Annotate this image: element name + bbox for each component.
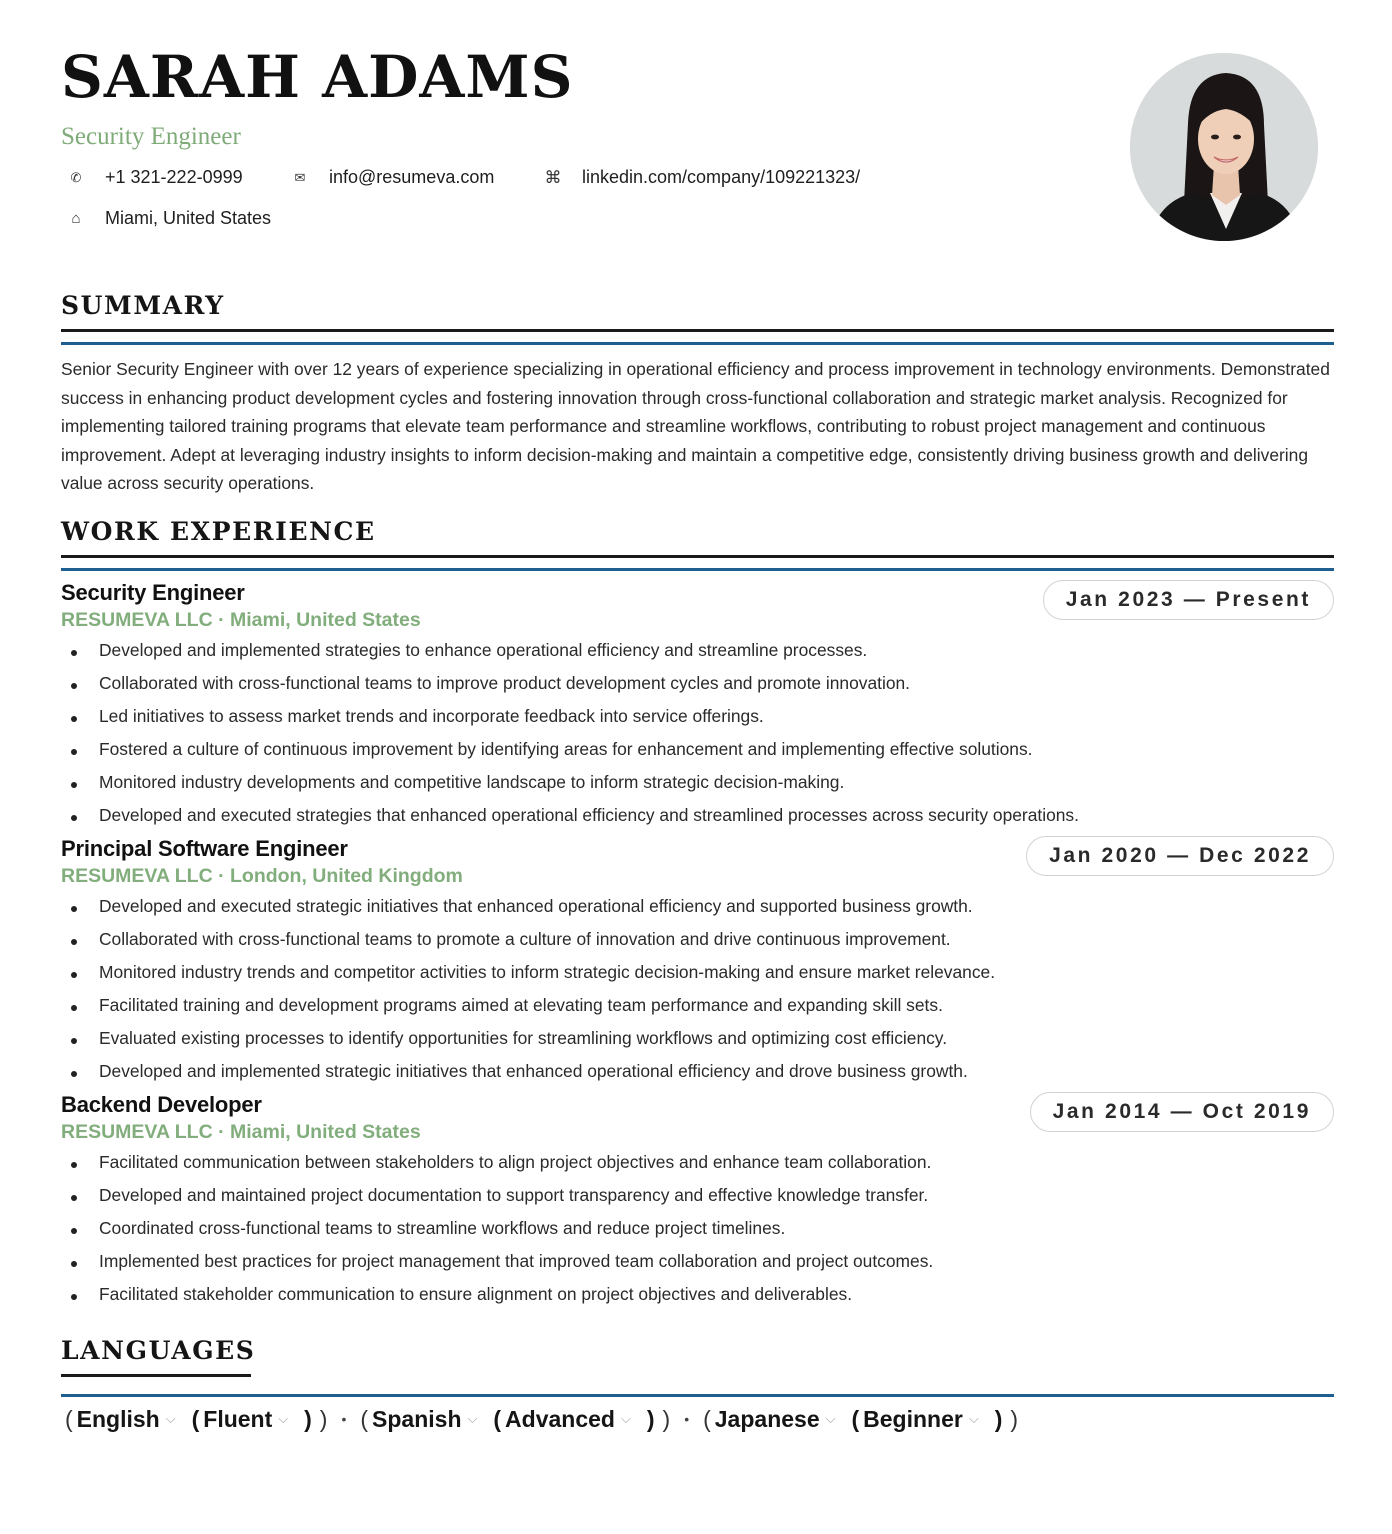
paren-open: ( <box>360 1405 369 1432</box>
chevron-down-icon[interactable]: ⌵ <box>165 1411 176 1426</box>
contact-phone <box>61 167 243 188</box>
section-divider-accent <box>61 1394 1334 1397</box>
job-title: Security Engineer <box>61 580 245 605</box>
job-company: RESUMEVA LLC · London, United Kingdom <box>61 865 463 887</box>
list-item: Facilitated training and development programs aimed at elevating team performance and expanding skill sets. <box>61 989 995 1022</box>
contact-linkedin[interactable] <box>538 167 860 188</box>
paren-open: ( <box>65 1405 73 1432</box>
job-dates-badge: Jan 2014 — Oct 2019 <box>1030 1092 1334 1132</box>
job-bullets <box>61 634 1079 832</box>
list-item: Implemented best practices for project management that improved team collaboration and project outcomes. <box>61 1245 933 1278</box>
paren-close: ) <box>1010 1405 1019 1432</box>
section-divider <box>61 555 1334 558</box>
paren-open: ( <box>851 1405 860 1432</box>
list-item: Coordinated cross-functional teams to streamline workflows and reduce project timelines. <box>61 1212 933 1245</box>
language-level[interactable]: Advanced <box>505 1405 615 1432</box>
paren-open: ( <box>493 1405 502 1432</box>
paren-close: ) <box>646 1405 655 1432</box>
job-dates-badge: Jan 2020 — Dec 2022 <box>1026 836 1334 876</box>
avatar-portrait <box>1130 53 1318 241</box>
chevron-down-icon[interactable]: ⌵ <box>968 1411 979 1426</box>
list-item: Fostered a culture of continuous improvement by identifying areas for enhancement and implementing effective solutions. <box>61 733 1079 766</box>
language-name[interactable]: English <box>76 1405 160 1432</box>
home-icon: ⌂ <box>71 210 81 227</box>
section-divider <box>61 1374 251 1377</box>
location-text: Miami, United States <box>105 208 272 228</box>
paren-close: ) <box>994 1405 1003 1432</box>
list-item: Developed and implemented strategies to enhance operational efficiency and streamline processes. <box>61 634 1079 667</box>
language-name[interactable]: Spanish <box>372 1405 462 1432</box>
phone-text: +1 321-222-0999 <box>105 167 243 187</box>
chevron-down-icon[interactable]: ⌵ <box>278 1411 289 1426</box>
language-level[interactable]: Fluent <box>203 1405 273 1432</box>
list-item: Developed and implemented strategic initiatives that enhanced operational efficiency and drove business growth. <box>61 1055 995 1088</box>
list-item: Collaborated with cross-functional teams to improve product development cycles and promote innovation. <box>61 667 1079 700</box>
linkedin-text[interactable]: linkedin.com/company/109221323/ <box>582 167 861 187</box>
contact-email[interactable] <box>285 167 494 188</box>
list-item: Monitored industry developments and competitive landscape to inform strategic decision-making. <box>61 766 1079 799</box>
list-item: Evaluated existing processes to identify opportunities for streamlining workflows and optimizing cost efficiency. <box>61 1022 995 1055</box>
candidate-role: Security Engineer <box>61 123 241 150</box>
separator-dot: • <box>684 1411 690 1427</box>
languages-list <box>61 1403 1022 1435</box>
job-company: RESUMEVA LLC · Miami, United States <box>61 1121 421 1143</box>
candidate-name: SARAH ADAMS <box>61 43 574 111</box>
job-title: Backend Developer <box>61 1092 262 1117</box>
separator-dot: • <box>341 1411 347 1427</box>
phone-icon: ✆ <box>70 169 82 185</box>
job-title: Principal Software Engineer <box>61 836 348 861</box>
paren-close: ) <box>319 1405 328 1432</box>
job-company: RESUMEVA LLC · Miami, United States <box>61 609 421 631</box>
list-item: Developed and executed strategic initiatives that enhanced operational efficiency and supported business growth. <box>61 890 995 923</box>
section-title-languages: LANGUAGES <box>61 1336 256 1365</box>
paren-open: ( <box>703 1405 711 1432</box>
section-divider <box>61 329 1334 332</box>
paren-close: ) <box>662 1405 671 1432</box>
section-divider-accent <box>61 568 1334 571</box>
paren-close: ) <box>304 1405 312 1432</box>
list-item: Monitored industry trends and competitor activities to inform strategic decision-making and ensure market relevance. <box>61 956 995 989</box>
section-title-experience: WORK EXPERIENCE <box>61 517 376 546</box>
summary-text: Senior Security Engineer with over 12 years of experience specializing in operational efficiency and process improvement in technology environments. Demonstrated success in enhancing product development cycles and fostering innovation through cross-functional collaboration and strategic market analysis. Recognized for implementing tailored training programs that elevate team performance and streamline workflows, contributing to robust project management and continuous improvement. Adept at leveraging industry insights to inform decision-making and maintain a competitive edge, consistently driving business growth and delivering value across security operations. <box>61 359 1330 494</box>
contact-location <box>61 208 271 229</box>
language-level[interactable]: Beginner <box>863 1405 963 1432</box>
chevron-down-icon[interactable]: ⌵ <box>825 1411 836 1426</box>
list-item: Facilitated stakeholder communication to ensure alignment on project objectives and deliverables. <box>61 1278 933 1311</box>
job-bullets <box>61 890 995 1088</box>
email-text[interactable]: info@resumeva.com <box>329 167 495 187</box>
paren-open: ( <box>191 1405 200 1432</box>
chevron-down-icon[interactable]: ⌵ <box>620 1411 631 1426</box>
envelope-icon: ✉ <box>294 169 306 185</box>
job-bullets <box>61 1146 933 1311</box>
chevron-down-icon[interactable]: ⌵ <box>467 1411 478 1426</box>
list-item: Developed and maintained project documentation to support transparency and effective knowledge transfer. <box>61 1179 933 1212</box>
list-item: Facilitated communication between stakeholders to align project objectives and enhance team collaboration. <box>61 1146 933 1179</box>
list-item: Led initiatives to assess market trends and incorporate feedback into service offerings. <box>61 700 1079 733</box>
avatar <box>1130 53 1318 241</box>
job-dates-badge: Jan 2023 — Present <box>1043 580 1334 620</box>
section-divider-accent <box>61 342 1334 345</box>
list-item: Collaborated with cross-functional teams to promote a culture of innovation and drive continuous improvement. <box>61 923 995 956</box>
section-title-summary: SUMMARY <box>61 291 225 320</box>
command-icon: ⌘ <box>544 167 562 187</box>
list-item: Developed and executed strategies that enhanced operational efficiency and streamlined processes across security operations. <box>61 799 1079 832</box>
language-name[interactable]: Japanese <box>714 1405 820 1432</box>
